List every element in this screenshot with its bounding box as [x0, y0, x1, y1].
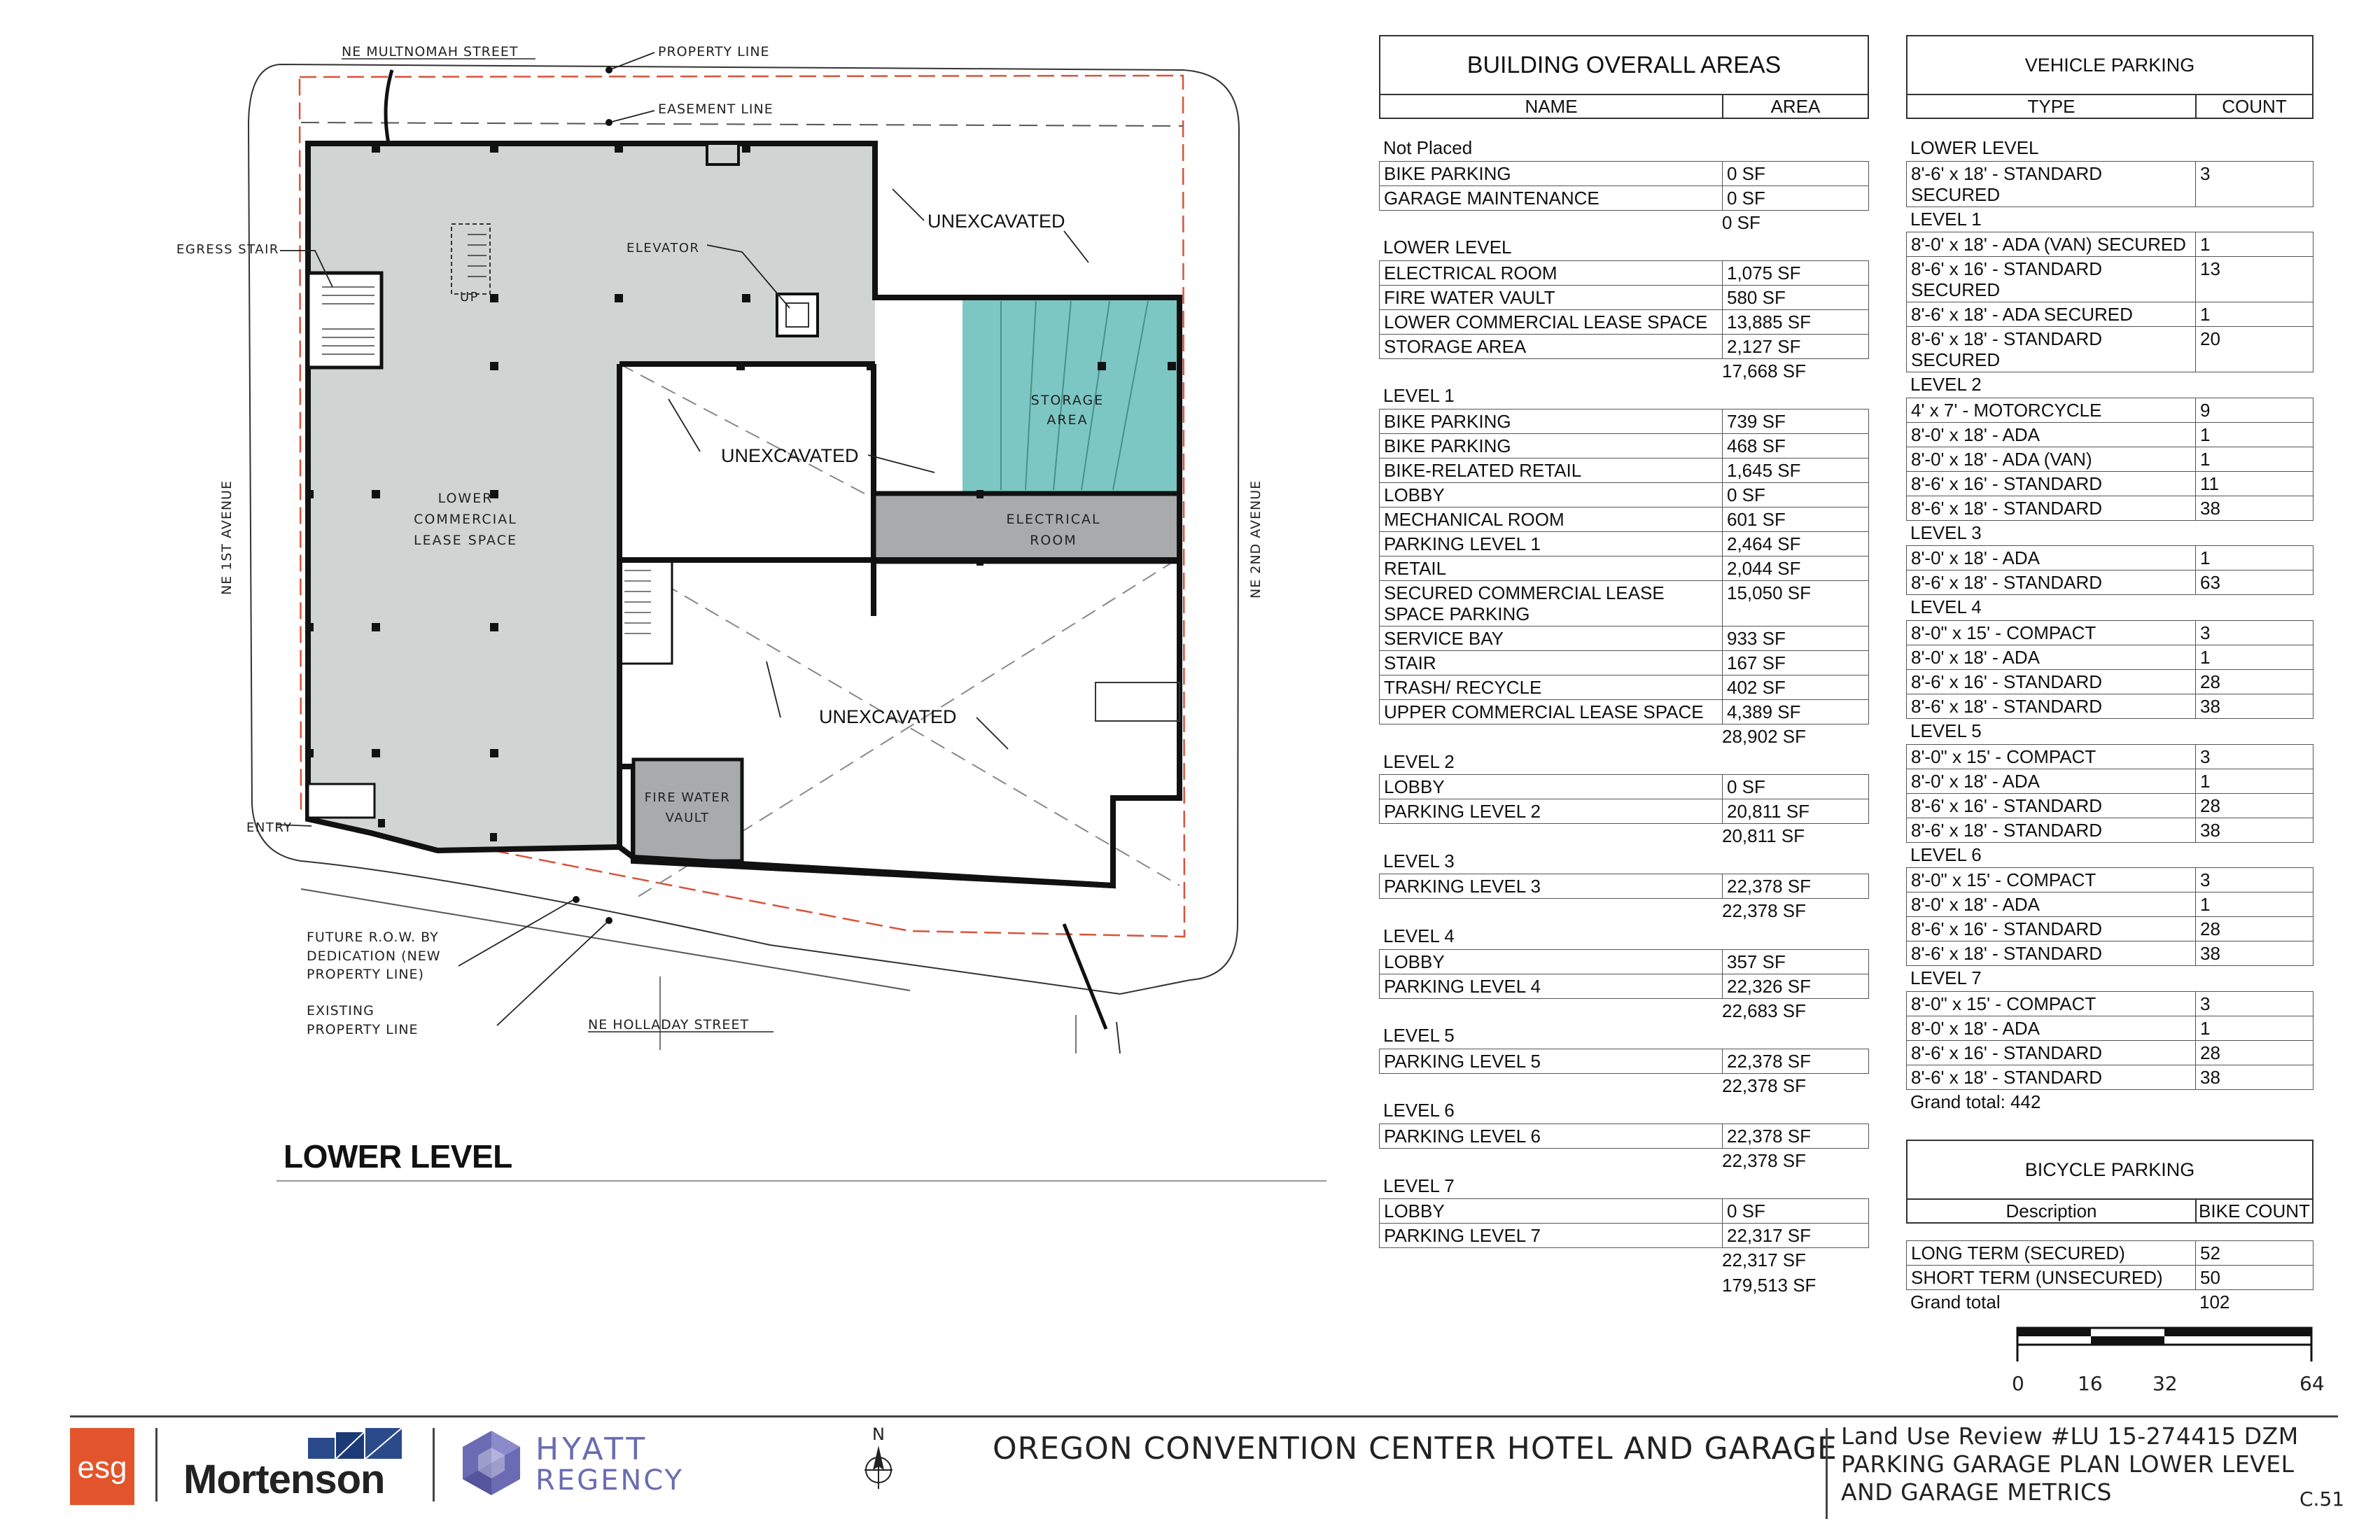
elevator-label: ELEVATOR [626, 241, 700, 255]
parking-row [1906, 302, 2314, 326]
hyatt-logo-line-2: REGENCY [536, 1464, 684, 1497]
parking-row-type: 8'-6' x 18' - STANDARD SECURED [1907, 327, 2196, 372]
area-row-value: 601 SF [1727, 508, 1786, 530]
parking-row-type: 8'-6' x 18' - STANDARD [1907, 496, 2196, 520]
parking-row-count: 3 [2200, 746, 2211, 767]
lease-label-3: LEASE SPACE [414, 533, 517, 548]
area-group-title: LEVEL 6 [1383, 1100, 1455, 1121]
area-row-value: 580 SF [1727, 286, 1786, 308]
floor-plan [0, 0, 1330, 1225]
parking-row [1906, 620, 2314, 645]
area-row-value: 0 SF [1727, 1200, 1765, 1222]
hyatt-logo-mark [458, 1428, 525, 1498]
area-row-name: BIKE-RELATED RETAIL [1380, 458, 1723, 482]
parking-group-title: LOWER LEVEL [1910, 137, 2039, 158]
parking-row-type: 8'-6' x 16' - STANDARD [1907, 472, 2196, 496]
area-row [1379, 186, 1869, 211]
area-row-name: PARKING LEVEL 2 [1380, 799, 1723, 823]
parking-row [1906, 1040, 2314, 1065]
area-row-name: UPPER COMMERCIAL LEASE SPACE [1380, 700, 1723, 724]
area-subtotal: 28,902 SF [1722, 725, 1806, 747]
parking-group-title: LEVEL 3 [1910, 522, 1982, 543]
parking-row-count: 9 [2200, 399, 2211, 421]
bicycle-rows [1906, 1240, 2314, 1290]
area-group-title: Not Placed [1383, 137, 1473, 158]
vehicle-col-count: COUNT [2222, 95, 2287, 117]
bicycle-row-count: 52 [2200, 1242, 2220, 1264]
up-label: UP [460, 290, 479, 304]
area-group-title: LEVEL 4 [1383, 925, 1455, 946]
area-row [1379, 650, 1869, 675]
area-row-name: BIKE PARKING [1380, 434, 1723, 458]
north-arrow-icon [858, 1424, 899, 1494]
bicycle-title: BICYCLE PARKING [1906, 1140, 2314, 1200]
parking-row-type: 8'-6' x 18' - STANDARD SECURED [1907, 162, 2196, 206]
bicycle-row-desc: SHORT TERM (UNSECURED) [1907, 1266, 2196, 1289]
bicycle-row-desc: LONG TERM (SECURED) [1907, 1241, 2196, 1265]
area-row-value: 739 SF [1727, 410, 1786, 432]
parking-row-type: 8'-0" x 15' - COMPACT [1907, 992, 2196, 1016]
parking-row-type: 8'-0' x 18' - ADA [1907, 769, 2196, 793]
area-row [1379, 699, 1869, 724]
scale-label-64: 64 [2300, 1372, 2325, 1395]
area-row-value: 15,050 SF [1727, 582, 1811, 603]
parking-row-type: 8'-0' x 18' - ADA [1907, 1016, 2196, 1040]
bicycle-grand-value: 102 [2199, 1292, 2230, 1312]
parking-row-count: 3 [2200, 622, 2211, 643]
vehicle-parking-schedule [1906, 35, 2314, 1114]
parking-row [1906, 744, 2314, 769]
review-number: Land Use Review #LU 15-274415 DZM [1841, 1422, 2299, 1450]
parking-row-count: 3 [2200, 993, 2211, 1014]
bicycle-row-count: 50 [2200, 1267, 2220, 1288]
parking-row [1906, 991, 2314, 1016]
bicycle-grand-label: Grand total [1910, 1292, 2001, 1312]
parking-row [1906, 694, 2314, 719]
parking-row-type: 8'-0' x 18' - ADA (VAN) [1907, 447, 2196, 471]
parking-row-count: 63 [2200, 572, 2220, 594]
unexcavated-label-2: UNEXCAVATED [721, 445, 859, 466]
parking-group-title: LEVEL 4 [1910, 596, 1982, 618]
parking-row-count: 1 [2200, 424, 2211, 445]
parking-group-title: LEVEL 5 [1910, 720, 1982, 741]
area-row [1379, 949, 1869, 974]
street-label-holladay: NE HOLLADAY STREET [588, 1017, 750, 1032]
area-subtotal: 22,378 SF [1722, 1074, 1806, 1096]
parking-row-count: 38 [2200, 943, 2220, 965]
area-row-name: LOBBY [1380, 950, 1723, 974]
plan-title: LOWER LEVEL [284, 1138, 512, 1175]
area-row-value: 2,044 SF [1727, 557, 1801, 579]
area-subtotal: 22,378 SF [1722, 900, 1806, 922]
area-row-value: 22,378 SF [1727, 1125, 1811, 1147]
parking-row [1906, 645, 2314, 669]
area-row-name: PARKING LEVEL 3 [1380, 874, 1723, 898]
parking-row-count: 28 [2200, 794, 2220, 816]
area-subtotal: 22,378 SF [1722, 1149, 1806, 1171]
esg-logo-text: esg [77, 1450, 127, 1485]
area-row-value: 2,127 SF [1727, 335, 1801, 357]
parking-row-count: 11 [2200, 472, 2219, 494]
area-row [1379, 433, 1869, 458]
parking-group-title: LEVEL 1 [1910, 208, 1982, 230]
area-row-value: 0 SF [1727, 187, 1765, 209]
parking-row-count: 1 [2200, 547, 2211, 569]
area-row-name: LOBBY [1380, 775, 1723, 799]
areas-title: BUILDING OVERALL AREAS [1379, 35, 1869, 95]
area-row-name: ELECTRICAL ROOM [1380, 261, 1723, 285]
area-row-value: 22,378 SF [1727, 1050, 1811, 1072]
parking-row [1906, 818, 2314, 843]
area-row [1379, 675, 1869, 699]
lease-label-2: COMMERCIAL [414, 512, 517, 527]
areas-col-area: AREA [1770, 95, 1821, 117]
parking-row [1906, 447, 2314, 471]
vehicle-grand-total: Grand total: 442 [1910, 1091, 2041, 1112]
areas-col-name: NAME [1380, 95, 1723, 118]
parking-row-type: 8'-6' x 16' - STANDARD [1907, 670, 2196, 694]
review-block [1841, 1422, 2299, 1506]
area-row-value: 468 SF [1727, 435, 1786, 456]
hyatt-logo-line-1: HYATT [536, 1432, 649, 1467]
entry-vestibule [308, 784, 374, 818]
project-title: OREGON CONVENTION CENTER HOTEL AND GARAGE [993, 1431, 1837, 1466]
fire-vault-label-1: FIRE WATER [644, 790, 731, 805]
area-group-title: LEVEL 2 [1383, 750, 1455, 772]
egress-stair-label: EGRESS STAIR [176, 242, 279, 257]
area-row-name: PARKING LEVEL 5 [1380, 1049, 1723, 1073]
bicycle-header [1906, 1200, 2314, 1224]
area-grand-total: 179,513 SF [1722, 1274, 1816, 1296]
area-row-value: 1,645 SF [1727, 459, 1801, 481]
area-row-value: 167 SF [1727, 652, 1786, 673]
mortenson-logo-mark [308, 1428, 406, 1459]
area-row-value: 0 SF [1727, 776, 1765, 798]
footer-separator-3 [1826, 1428, 1828, 1519]
parking-row-type: 8'-0' x 18' - ADA [1907, 892, 2196, 916]
mortenson-logo-text: Mortenson [183, 1457, 385, 1502]
area-group-title: LEVEL 7 [1383, 1175, 1455, 1196]
parking-row-count: 3 [2200, 162, 2211, 184]
parking-row-count: 38 [2200, 1066, 2220, 1088]
area-row-value: 22,326 SF [1727, 975, 1811, 997]
street-label-1st: NE 1ST AVENUE [219, 480, 234, 595]
bicycle-row [1906, 1265, 2314, 1290]
parking-row-type: 8'-6' x 16' - STANDARD [1907, 1041, 2196, 1065]
parking-row-type: 8'-6' x 18' - STANDARD [1907, 941, 2196, 965]
future-row-label-1: FUTURE R.O.W. BY [307, 930, 439, 945]
parking-row-type: 8'-6' x 18' - STANDARD [1907, 694, 2196, 718]
parking-row-count: 28 [2200, 1042, 2220, 1063]
area-row-name: TRASH/ RECYCLE [1380, 676, 1723, 699]
area-group-title: LEVEL 5 [1383, 1025, 1455, 1046]
vehicle-title: VEHICLE PARKING [1906, 35, 2314, 95]
parking-row [1906, 941, 2314, 966]
area-row-name: PARKING LEVEL 4 [1380, 974, 1723, 998]
parking-row [1906, 1065, 2314, 1090]
area-row-name: PARKING LEVEL 1 [1380, 532, 1723, 556]
existing-pl-label-2: PROPERTY LINE [307, 1022, 419, 1037]
electrical-label-1: ELECTRICAL [1006, 512, 1101, 527]
building-areas-schedule [1379, 35, 1869, 1298]
parking-row [1906, 161, 2314, 207]
area-row-value: 13,885 SF [1727, 311, 1811, 332]
existing-pl-label-1: EXISTING [307, 1003, 374, 1018]
scale-label-32: 32 [2152, 1372, 2178, 1395]
lease-label-1: LOWER [438, 491, 493, 506]
area-row-value: 357 SF [1727, 951, 1786, 972]
area-row [1379, 1124, 1869, 1149]
areas-rows [1379, 136, 1869, 1298]
area-subtotal: 17,668 SF [1722, 360, 1806, 382]
area-row-value: 402 SF [1727, 676, 1786, 698]
parking-row-type: 8'-6' x 18' - STANDARD [1907, 570, 2196, 594]
parking-row-type: 8'-6' x 18' - STANDARD [1907, 818, 2196, 842]
area-group-title: LEVEL 1 [1383, 385, 1455, 407]
future-row-label-3: PROPERTY LINE) [307, 967, 424, 982]
area-row-name: BIKE PARKING [1380, 162, 1723, 186]
parking-row-count: 20 [2200, 328, 2220, 350]
parking-row-count: 1 [2200, 770, 2211, 792]
parking-row-count: 1 [2200, 1017, 2211, 1039]
area-row [1379, 774, 1869, 799]
area-row-value: 2,464 SF [1727, 533, 1801, 554]
area-row [1379, 580, 1869, 626]
area-row [1379, 626, 1869, 650]
unexcavated-label-1: UNEXCAVATED [927, 211, 1065, 232]
parking-row [1906, 867, 2314, 892]
scale-bar [2016, 1326, 2317, 1368]
vehicle-rows [1906, 136, 2314, 1090]
area-row-name: GARAGE MAINTENANCE [1380, 186, 1723, 210]
area-row [1379, 1223, 1869, 1248]
entry-label: ENTRY [246, 820, 293, 835]
parking-row-type: 8'-0' x 18' - ADA (VAN) SECURED [1907, 232, 2196, 256]
parking-row-count: 13 [2200, 258, 2220, 280]
parking-row-count: 1 [2200, 448, 2211, 470]
parking-row-count: 38 [2200, 497, 2220, 519]
future-row-label-2: DEDICATION (NEW [307, 948, 441, 964]
parking-row [1906, 471, 2314, 496]
parking-row-count: 28 [2200, 671, 2220, 692]
parking-group-title: LEVEL 7 [1910, 967, 1982, 989]
area-row-value: 0 SF [1727, 484, 1765, 505]
parking-row-type: 8'-0' x 18' - ADA [1907, 546, 2196, 570]
bicycle-col-count: BIKE COUNT [2199, 1200, 2310, 1222]
parking-row [1906, 769, 2314, 793]
area-row-name: MECHANICAL ROOM [1380, 507, 1723, 531]
area-row [1379, 482, 1869, 507]
property-line-label: PROPERTY LINE [658, 44, 770, 59]
scale-label-16: 16 [2078, 1372, 2103, 1395]
area-row-value: 0 SF [1727, 162, 1765, 184]
parking-row-type: 8'-6' x 16' - STANDARD SECURED [1907, 257, 2196, 302]
parking-row-count: 38 [2200, 695, 2220, 717]
esg-logo-sub: architects [70, 1490, 130, 1505]
footer-separator-2 [433, 1428, 435, 1502]
area-row-value: 22,378 SF [1727, 876, 1811, 897]
area-row [1379, 458, 1869, 482]
area-row-value: 1,075 SF [1727, 262, 1801, 284]
area-row [1379, 1049, 1869, 1074]
parking-group-title: LEVEL 2 [1910, 374, 1982, 396]
parking-row-count: 1 [2200, 894, 2211, 916]
area-row [1379, 409, 1869, 433]
area-row-name: PARKING LEVEL 7 [1380, 1224, 1723, 1247]
bicycle-row [1906, 1240, 2314, 1265]
area-row [1379, 161, 1869, 186]
parking-row-type: 8'-0" x 15' - COMPACT [1907, 868, 2196, 892]
storage-label-2: AREA [1046, 412, 1088, 428]
area-subtotal: 20,811 SF [1722, 825, 1805, 847]
area-row [1379, 285, 1869, 309]
parking-row-type: 8'-6' x 18' - ADA SECURED [1907, 302, 2196, 326]
area-subtotal: 22,317 SF [1722, 1250, 1806, 1271]
area-subtotal: 0 SF [1722, 211, 1760, 233]
area-row [1379, 799, 1869, 824]
parking-row-count: 28 [2200, 918, 2220, 940]
parking-row-type: 8'-0' x 18' - ADA [1907, 645, 2196, 669]
area-row [1379, 974, 1869, 999]
unexcavated-label-3: UNEXCAVATED [819, 706, 957, 727]
area-row [1379, 556, 1869, 580]
footer-separator-1 [155, 1428, 158, 1502]
area-row-name: STORAGE AREA [1380, 335, 1723, 358]
area-row-name: FIRE WATER VAULT [1380, 286, 1723, 309]
parking-row [1906, 669, 2314, 694]
easement-line-label: EASEMENT LINE [658, 102, 774, 117]
bicycle-grand-total [1906, 1290, 2314, 1314]
vehicle-header [1906, 95, 2314, 119]
plan-title-rule [276, 1180, 1326, 1182]
parking-row [1906, 496, 2314, 521]
area-row-value: 933 SF [1727, 627, 1786, 649]
parking-row-type: 8'-0" x 15' - COMPACT [1907, 745, 2196, 769]
parking-row-count: 3 [2200, 869, 2211, 891]
parking-row [1906, 232, 2314, 256]
area-row-name: PARKING LEVEL 6 [1380, 1124, 1723, 1148]
parking-row [1906, 892, 2314, 916]
storage-label-1: STORAGE [1030, 393, 1105, 408]
parking-row [1906, 570, 2314, 595]
parking-group-title: LEVEL 6 [1910, 844, 1982, 865]
parking-row-type: 4' x 7' - MOTORCYCLE [1907, 398, 2196, 422]
street-label-multnomah: NE MULTNOMAH STREET [342, 44, 519, 59]
stair [620, 560, 672, 664]
bicycle-parking-schedule [1906, 1140, 2314, 1314]
parking-row-type: 8'-6' x 16' - STANDARD [1907, 917, 2196, 941]
electrical-room [874, 493, 1180, 561]
area-row-value: 4,389 SF [1727, 701, 1801, 722]
vehicle-col-type: TYPE [1907, 95, 2197, 118]
parking-row-type: 8'-6' x 18' - STANDARD [1907, 1065, 2196, 1089]
north-label: N [872, 1424, 885, 1444]
parking-row [1906, 326, 2314, 372]
sheet-title-2: AND GARAGE METRICS [1841, 1478, 2112, 1506]
parking-row [1906, 398, 2314, 422]
bicycle-col-desc: Description [1907, 1200, 2197, 1222]
parking-row [1906, 545, 2314, 570]
area-row [1379, 874, 1869, 899]
parking-row-count: 1 [2200, 646, 2211, 668]
area-row-name: SECURED COMMERCIAL LEASE SPACE PARKING [1380, 581, 1723, 626]
parking-row [1906, 916, 2314, 941]
parking-row-type: 8'-6' x 16' - STANDARD [1907, 794, 2196, 818]
sheet-title-1: PARKING GARAGE PLAN LOWER LEVEL [1841, 1450, 2295, 1478]
parking-row [1906, 1016, 2314, 1040]
easement-line [301, 122, 1183, 126]
area-row [1379, 309, 1869, 334]
area-row-value: 22,317 SF [1727, 1225, 1811, 1247]
parking-row-count: 38 [2200, 819, 2220, 841]
parking-row [1906, 793, 2314, 818]
parking-row-count: 1 [2200, 304, 2211, 326]
area-row-value: 20,811 SF [1727, 801, 1810, 822]
scale-label-0: 0 [2012, 1372, 2024, 1395]
area-row-name: SERVICE BAY [1380, 626, 1723, 650]
areas-header [1379, 95, 1869, 119]
area-row-name: LOWER COMMERCIAL LEASE SPACE [1380, 310, 1723, 334]
area-row-name: RETAIL [1380, 556, 1723, 580]
parking-row [1906, 256, 2314, 302]
parking-row-type: 8'-0" x 15' - COMPACT [1907, 621, 2196, 645]
street-label-2nd: NE 2ND AVENUE [1248, 479, 1264, 598]
area-row-name: STAIR [1380, 651, 1723, 675]
area-row-name: BIKE PARKING [1380, 410, 1723, 433]
area-row [1379, 334, 1869, 359]
area-group-title: LEVEL 3 [1383, 850, 1455, 872]
fire-vault-label-2: VAULT [665, 811, 710, 825]
area-group-title: LOWER LEVEL [1383, 237, 1512, 258]
area-row-name: LOBBY [1380, 1199, 1723, 1223]
area-row [1379, 507, 1869, 531]
area-row [1379, 1198, 1869, 1223]
parking-row-type: 8'-0' x 18' - ADA [1907, 423, 2196, 447]
footer-rule [70, 1415, 2338, 1418]
area-subtotal: 22,683 SF [1722, 1000, 1806, 1021]
parking-row [1906, 422, 2314, 447]
area-row [1379, 531, 1869, 556]
sheet-number: C.51 [2300, 1488, 2345, 1511]
parking-row-count: 1 [2200, 234, 2211, 255]
electrical-label-2: ROOM [1030, 533, 1077, 548]
area-row [1379, 260, 1869, 285]
area-row-name: LOBBY [1380, 483, 1723, 507]
